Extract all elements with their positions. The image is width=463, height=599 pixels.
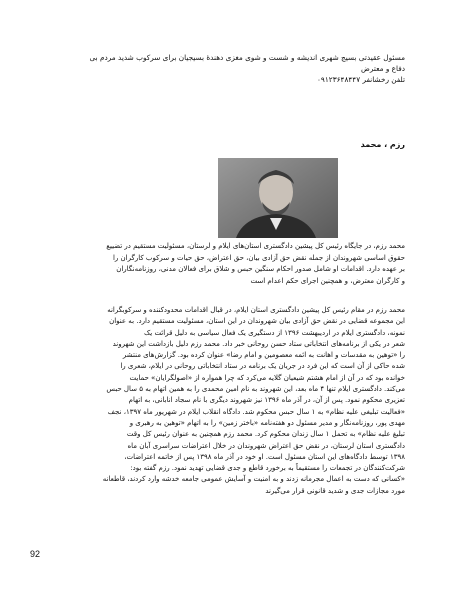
paragraph-line: شعر در یکی از برنامه‌های انتخاباتی ستاد حسن روحانی خبر داد. محمد رزم دلیل بازداشت این شهروند xyxy=(112,339,405,348)
paragraph-line: محمد رزم، در جایگاه رئیس کل پیشین دادگستری استان‌های ایلام و لرستان، مسئولیت مستقیم در تضییع xyxy=(106,242,405,250)
header-line: دفاع و معترض xyxy=(361,64,405,74)
phone-line: تلفن رخشانفر ۰۹۱۲۳۶۴۸۴۴۷ xyxy=(317,75,405,85)
page-number: 92 xyxy=(30,549,41,559)
author-photo xyxy=(218,158,338,238)
paragraph-line: «فعالیت تبلیغی علیه نظام» به ۱ سال حبس محکوم شد. دادگاه انقلاب ایلام در شهریور ماه ۱۳۹۷، نجف xyxy=(107,407,405,416)
header-line: مسئول عقیدتی بسیج شهری اندیشه و شست و شوی مغزی دهندهٔ بسیجیان برای سرکوب شدید مردم بی xyxy=(89,53,405,62)
paragraph-line: «کسانی که دست به اعمال مجرمانه زدند و به امنیت و آسایش عمومی جامعه خدشه وارد کردند، قاطعانه xyxy=(102,475,405,484)
paragraph-line: حقوق اساسی شهروندان از جمله نقض حق آزادی بیان، حق اعتراض، حق حیات و سرکوب کارگران را xyxy=(112,253,405,262)
paragraph-line: نمونه، دادگستری ایلام در اردیبهشت ۱۳۹۶ از دستگیری یک فعال سیاسی به دلیل قرائت یک xyxy=(144,328,405,337)
paragraph-line: این مجموعه قضایی در نقض حق آزادی بیان شهروندان در این استان، مسئولیت مستقیم دارد. به عنوان xyxy=(109,317,405,326)
paragraph-line: خوانده بود که در آن از امام هشتم شیعیان گلایه می‌کرد که چرا همواره از «اصولگرایان» حمایت xyxy=(129,373,405,382)
paragraph-line: را «توهین به مقدسات و اهانت به ائمه معصومین و امام رضا» عنوان کرده بود. گزارش‌های منتشر xyxy=(122,351,405,360)
paragraph-line: شده حاکی از آن است که این فرد در جریان یک برنامه در ستاد انتخاباتی روحانی در ایلام، شعری را xyxy=(120,362,405,371)
paragraph-line: دادگستری استان لرستان، در نقض حق اعتراض شهروندان در خلال اعتراضات سراسری آبان ماه xyxy=(127,441,405,450)
paragraph-line: تعزیری محکوم نمود. پس از آن، در آذر ماه ۱۳۹۶ نیز شهروند دیگری با نام سجاد انابانی، به اتهام xyxy=(128,396,405,405)
paragraph-line: تبلیغ علیه نظام» به تحمل ۱ سال زندان محکوم کرد. محمد رزم همچنین به عنوان رئیس کل وقت xyxy=(126,430,405,439)
paragraph-line: بر عهده دارد. اقدامات او شامل صدور احکام سنگین حبس و شلاق برای فعالان مدنی، روزنامه‌نگاران xyxy=(116,265,405,274)
portrait-image xyxy=(218,158,338,238)
author-name: رزم ، محمد xyxy=(360,140,405,149)
paragraph-line: شرکت‌کنندگان در تجمعات را مستقیماً به برخورد قاطع و جدی قضایی تهدید نمود. رزم گفته بود: xyxy=(130,464,405,473)
paragraph-line: مهدی پور، روزنامه‌نگار و مدیر مسئول دو هفته‌نامه «باختر زمین» را به اتهام «توهین به رهبری و xyxy=(129,418,405,427)
paragraph-line: مورد مجازات جدی و شدید قانونی قرار می‌گیرند xyxy=(265,486,405,495)
body-paragraph xyxy=(62,305,405,497)
paragraph-line: و کارگران معترض، و همچنین اجرای حکم اعدام است xyxy=(250,276,405,285)
paragraph-line: می‌کند. دادگستری ایلام تنها ۴ ماه بعد، این شهروند به نام امین محمدی را به همین اتهام به ۵ سال حبس xyxy=(106,385,405,394)
header-block xyxy=(62,52,405,86)
intro-paragraph xyxy=(62,241,405,287)
paragraph-line: محمد رزم در مقام رئیس کل پیشین دادگستری استان ایلام، در قبال اقدامات محدودکننده و سرکوبگرانه xyxy=(107,306,405,314)
paragraph-line: ۱۳۹۸ توسط دادگاه‌های این استان مسئول است. او خود در آذر ماه ۱۳۹۸ پس از خاتمه اعتراضات، xyxy=(124,452,405,461)
